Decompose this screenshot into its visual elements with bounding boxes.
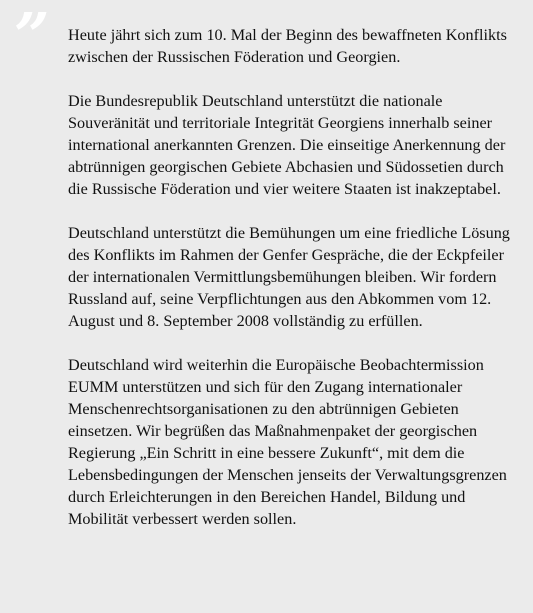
quote-paragraph-1: Heute jährt sich zum 10. Mal der Beginn des bewaffneten Konflikts zwischen der Russischen Föderation und Georgien. <box>68 26 507 66</box>
quote-paragraph-4: Deutschland wird weiterhin die Europäische Beobachtermission EUMM unterstützen und sich für den Zugang internationaler Menschenrechtsorganisationen zu den abtrünnigen Gebieten einsetzen. Wir begrüßen das Maßnahmenpaket der georgischen Regierung „Ein Schritt in eine bessere Zukunft“, mit dem die Lebensbedingungen der Menschen jenseits der Verwaltungsgrenzen durch Erleichterungen in den Bereichen Handel, Bildung und Mobilität verbessert werden sollen. <box>68 356 507 528</box>
quote-mark-icon: ” <box>14 0 45 72</box>
quote-paragraph-3: Deutschland unterstützt die Bemühungen um eine friedliche Lösung des Konflikts im Rahmen der Genfer Gespräche, die der Eckpfeiler der internationalen Vermittlungsbemühungen bleiben. Wir fordern Russland auf, seine Verpflichtungen aus den Abkommen vom 12. August und 8. September 2008 vollständig zu erfüllen. <box>68 224 510 330</box>
quote-body <box>68 24 523 552</box>
quote-paragraph-2: Die Bundesrepublik Deutschland unterstützt die nationale Souveränität und territoriale Integrität Georgiens innerhalb seiner international anerkannten Grenzen. Die einseitige Anerkennung der abtrünnigen georgischen Gebiete Abchasien und Südossetien durch die Russische Föderation und vier weitere Staaten ist inakzeptabel. <box>68 92 506 198</box>
